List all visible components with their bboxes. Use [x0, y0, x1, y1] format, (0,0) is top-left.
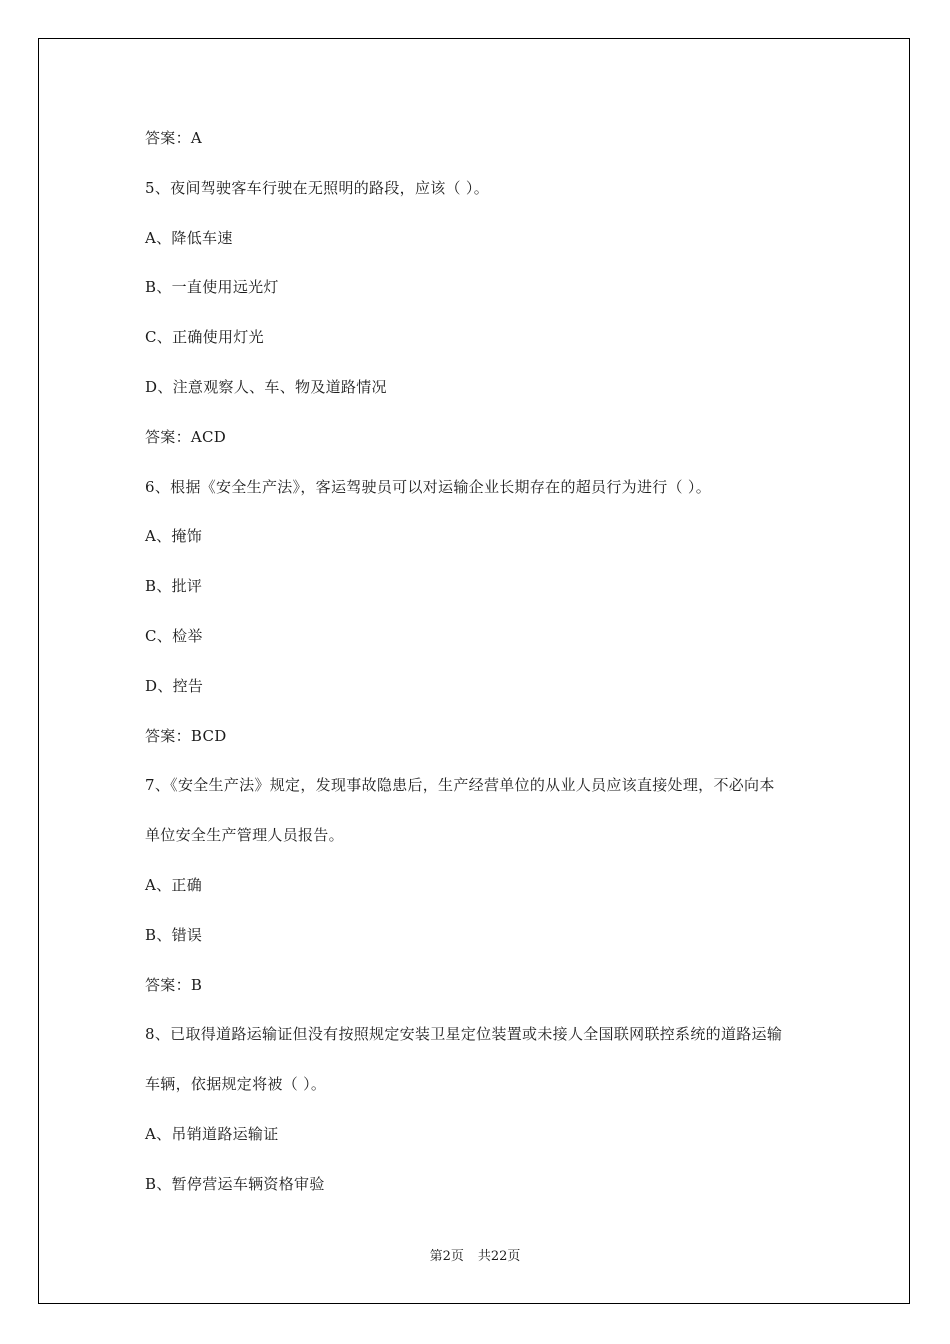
- page-footer: [0, 1248, 950, 1266]
- question-text: 7、《安全生产法》规定，发现事故隐患后，生产经营单位的从业人员应该直接处理，不必向本: [145, 776, 775, 795]
- option-line: B、一直使用远光灯: [145, 278, 279, 297]
- option-line: A、吊销道路运输证: [145, 1124, 279, 1143]
- question-text: 8、已取得道路运输证但没有按照规定安装卫星定位装置或未接人全国联网联控系统的道路运输: [145, 1025, 783, 1044]
- option-line: A、降低车速: [145, 228, 233, 247]
- option-line: D、控告: [145, 676, 204, 695]
- option-line: C、检举: [145, 626, 203, 645]
- question-text-continued: 单位安全生产管理人员报告。: [145, 826, 344, 845]
- question-text: 6、根据《安全生产法》，客运驾驶员可以对运输企业长期存在的超员行为进行（ ）。: [145, 477, 712, 496]
- option-line: B、错误: [145, 925, 203, 944]
- option-line: A、掩饰: [145, 527, 203, 546]
- question-text: 5、夜间驾驶客车行驶在无照明的路段，应该（ ）。: [145, 178, 490, 197]
- answer-line: 答案：A: [145, 129, 203, 147]
- option-line: B、暂停营运车辆资格审验: [145, 1174, 325, 1193]
- option-line: B、批评: [145, 577, 203, 596]
- answer-line: 答案：B: [145, 975, 203, 994]
- option-line: C、正确使用灯光: [145, 328, 264, 347]
- option-line: D、注意观察人、车、物及道路情况: [145, 377, 387, 396]
- answer-line: 答案：ACD: [145, 427, 227, 446]
- page-total: 共22页: [477, 1249, 521, 1264]
- option-line: A、正确: [145, 875, 203, 894]
- answer-line: 答案：BCD: [145, 726, 227, 745]
- document-body: [145, 123, 815, 1219]
- page-number: 第2页: [429, 1249, 464, 1264]
- question-text-continued: 车辆，依据规定将被（ ）。: [145, 1075, 327, 1094]
